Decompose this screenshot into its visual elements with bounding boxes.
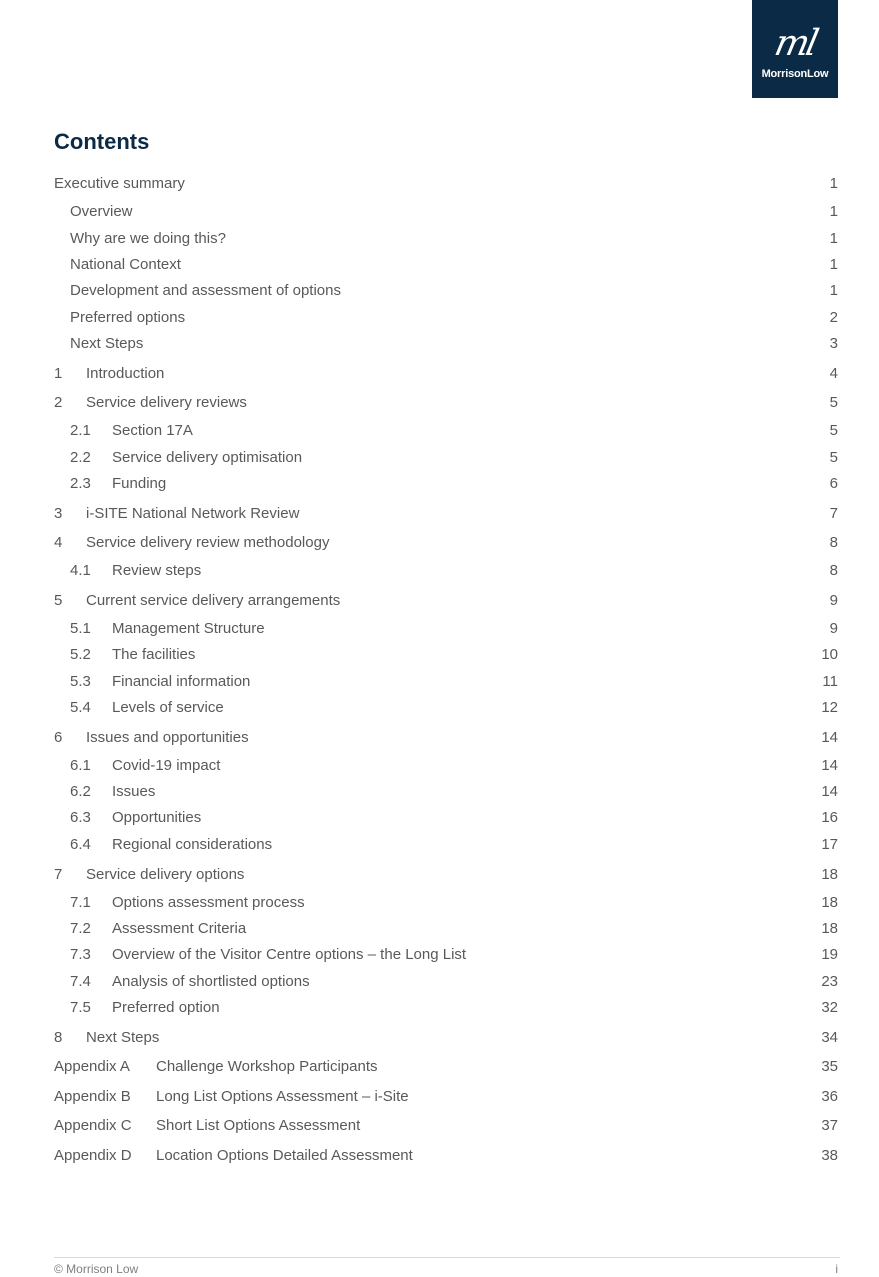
toc-entry-page: 11 xyxy=(822,673,838,690)
toc-entry[interactable] xyxy=(54,334,838,354)
toc-entry[interactable] xyxy=(54,281,838,301)
toc-entry-page: 2 xyxy=(829,309,838,326)
toc-entry-label: Preferred option xyxy=(112,999,220,1016)
toc-entry-number: 2.3 xyxy=(70,475,91,492)
toc-entry-number: 7.4 xyxy=(70,973,91,990)
footer-copyright: © Morrison Low xyxy=(54,1262,139,1276)
toc-entry-label: Service delivery review methodology xyxy=(86,534,330,551)
toc-entry-page: 3 xyxy=(829,335,838,352)
toc-entry[interactable] xyxy=(54,808,838,828)
toc-entry[interactable] xyxy=(54,998,838,1018)
toc-entry-page: 14 xyxy=(821,729,838,746)
toc-entry-page: 5 xyxy=(829,449,838,466)
toc-entry[interactable] xyxy=(54,1087,838,1107)
toc-entry-label: Opportunities xyxy=(112,809,202,826)
toc-entry-label: Next Steps xyxy=(86,1029,160,1046)
toc-entry-label: The facilities xyxy=(112,646,196,663)
toc-entry-label: i-SITE National Network Review xyxy=(86,505,300,522)
logo-text: MorrisonLow xyxy=(761,68,829,80)
toc-entry-page: 1 xyxy=(829,256,838,273)
toc-entry-label: Review steps xyxy=(112,562,202,579)
toc-entry-page: 12 xyxy=(821,699,838,716)
toc-entry[interactable] xyxy=(54,782,838,802)
toc-entry-page: 17 xyxy=(821,836,838,853)
toc-entry[interactable] xyxy=(54,1116,838,1136)
toc-entry-page: 14 xyxy=(821,757,838,774)
toc-entry-number: 7.3 xyxy=(70,946,91,963)
toc-entry[interactable] xyxy=(54,591,838,611)
toc-entry-label: Analysis of shortlisted options xyxy=(112,973,310,990)
toc-entry-number: Appendix D xyxy=(54,1147,132,1164)
toc-entry-label: Assessment Criteria xyxy=(112,920,247,937)
toc-entry-number: 7.5 xyxy=(70,999,91,1016)
toc-entry-number: 3 xyxy=(54,505,63,522)
toc-entry-page: 10 xyxy=(821,646,838,663)
toc-entry[interactable] xyxy=(54,919,838,939)
toc-entry-number: 8 xyxy=(54,1029,63,1046)
toc-entry-page: 14 xyxy=(821,783,838,800)
toc-entry[interactable] xyxy=(54,893,838,913)
toc-entry-number: 2.2 xyxy=(70,449,91,466)
toc-entry-label: Preferred options xyxy=(70,309,186,326)
morrisonlow-logo xyxy=(752,0,838,98)
toc-entry-page: 19 xyxy=(821,946,838,963)
toc-entry-number: 5.3 xyxy=(70,673,91,690)
toc-entry-number: 6.3 xyxy=(70,809,91,826)
toc-entry-number: 5.4 xyxy=(70,699,91,716)
toc-entry[interactable] xyxy=(54,865,838,885)
toc-entry-page: 6 xyxy=(829,475,838,492)
footer-divider xyxy=(54,1257,840,1258)
toc-entry-label: Financial information xyxy=(112,673,251,690)
toc-entry-number: 6.4 xyxy=(70,836,91,853)
toc-entry[interactable] xyxy=(54,202,838,222)
toc-entry-page: 1 xyxy=(829,282,838,299)
toc-entry[interactable] xyxy=(54,619,838,639)
toc-entry-page: 38 xyxy=(821,1147,838,1164)
toc-entry[interactable] xyxy=(54,1028,838,1048)
toc-entry-label: Service delivery options xyxy=(86,866,245,883)
toc-entry-number: Appendix C xyxy=(54,1117,132,1134)
toc-entry-label: Covid-19 impact xyxy=(112,757,221,774)
toc-entry-label: Development and assessment of options xyxy=(70,282,341,299)
toc-entry[interactable] xyxy=(54,756,838,776)
toc-entry-label: Service delivery reviews xyxy=(86,394,247,411)
toc-entry-page: 18 xyxy=(821,866,838,883)
toc-entry-page: 1 xyxy=(829,230,838,247)
toc-entry-label: Section 17A xyxy=(112,422,193,439)
toc-entry-number: 7 xyxy=(54,866,63,883)
toc-entry[interactable] xyxy=(54,835,838,855)
toc-entry[interactable] xyxy=(54,561,838,581)
toc-entry[interactable] xyxy=(54,972,838,992)
toc-entry-number: Appendix A xyxy=(54,1058,130,1075)
toc-entry-label: Why are we doing this? xyxy=(70,230,226,247)
toc-entry-page: 1 xyxy=(829,203,838,220)
toc-entry-label: Service delivery optimisation xyxy=(112,449,303,466)
toc-entry-number: 6.1 xyxy=(70,757,91,774)
toc-entry-page: 9 xyxy=(829,620,838,637)
toc-entry[interactable] xyxy=(54,229,838,249)
toc-entry-page: 8 xyxy=(829,534,838,551)
toc-entry-number: 4 xyxy=(54,534,63,551)
toc-entry-label: Overview of the Visitor Centre options – the Long List xyxy=(112,946,467,963)
toc-entry-number: 6.2 xyxy=(70,783,91,800)
toc-entry-number: 5.2 xyxy=(70,646,91,663)
toc-entry[interactable] xyxy=(54,474,838,494)
toc-entry-label: Next Steps xyxy=(70,335,144,352)
toc-entry-page: 16 xyxy=(821,809,838,826)
toc-entry-label: Regional considerations xyxy=(112,836,273,853)
toc-entry[interactable] xyxy=(54,255,838,275)
toc-entry-page: 9 xyxy=(829,592,838,609)
toc-entry[interactable] xyxy=(54,308,838,328)
toc-entry-page: 7 xyxy=(829,505,838,522)
toc-entry-page: 4 xyxy=(829,365,838,382)
toc-entry-label: Current service delivery arrangements xyxy=(86,592,341,609)
toc-entry-number: 4.1 xyxy=(70,562,91,579)
toc-entry-page: 37 xyxy=(821,1117,838,1134)
toc-entry-number: 5 xyxy=(54,592,63,609)
toc-entry-number: 1 xyxy=(54,365,63,382)
toc-entry-label: Management Structure xyxy=(112,620,265,637)
logo-mark: ml xyxy=(770,23,820,64)
toc-entry-label: Overview xyxy=(70,203,133,220)
toc-entry-label: Challenge Workshop Participants xyxy=(156,1058,378,1075)
toc-entry[interactable] xyxy=(54,1146,838,1166)
toc-entry-page: 18 xyxy=(821,920,838,937)
toc-entry-number: 7.1 xyxy=(70,894,91,911)
page-title: Contents xyxy=(54,129,150,154)
toc-entry[interactable] xyxy=(54,533,838,553)
toc-entry-page: 32 xyxy=(821,999,838,1016)
toc-entry-label: Short List Options Assessment xyxy=(156,1117,361,1134)
toc-entry-page: 18 xyxy=(821,894,838,911)
toc-entry[interactable] xyxy=(54,504,838,524)
toc-entry-label: Introduction xyxy=(86,365,165,382)
toc-entry[interactable] xyxy=(54,645,838,665)
toc-entry-label: Issues xyxy=(112,783,156,800)
toc-entry-number: 2.1 xyxy=(70,422,91,439)
toc-entry-label: Levels of service xyxy=(112,699,224,716)
toc-entry-label: Location Options Detailed Assessment xyxy=(156,1147,413,1164)
toc-entry-label: Options assessment process xyxy=(112,894,305,911)
toc-entry[interactable] xyxy=(54,421,838,441)
toc-entry-number: 7.2 xyxy=(70,920,91,937)
toc-entry-number: 2 xyxy=(54,394,63,411)
toc-entry[interactable] xyxy=(54,698,838,718)
toc-entry-label: National Context xyxy=(70,256,181,273)
toc-entry[interactable] xyxy=(54,1057,838,1077)
toc-entry[interactable] xyxy=(54,448,838,468)
toc-entry-page: 36 xyxy=(821,1088,838,1105)
toc-entry-label: Executive summary xyxy=(54,175,185,192)
toc-entry[interactable] xyxy=(54,393,838,413)
toc-entry-number: Appendix B xyxy=(54,1088,131,1105)
toc-entry[interactable] xyxy=(54,364,838,384)
toc-entry[interactable] xyxy=(54,174,838,194)
footer-page-number: i xyxy=(835,1262,838,1276)
toc-entry-number: 6 xyxy=(54,729,63,746)
toc-entry-page: 1 xyxy=(829,175,838,192)
toc-entry-page: 5 xyxy=(829,394,838,411)
toc-entry[interactable] xyxy=(54,672,838,692)
toc-entry-page: 8 xyxy=(829,562,838,579)
toc-entry-page: 5 xyxy=(829,422,838,439)
toc-entry[interactable] xyxy=(54,728,838,748)
toc-entry-label: Funding xyxy=(112,475,167,492)
toc-entry-page: 34 xyxy=(821,1029,838,1046)
toc-entry-page: 35 xyxy=(821,1058,838,1075)
toc-entry-label: Issues and opportunities xyxy=(86,729,249,746)
toc-entry[interactable] xyxy=(54,945,838,965)
toc-entry-page: 23 xyxy=(821,973,838,990)
toc-entry-number: 5.1 xyxy=(70,620,91,637)
toc-entry-label: Long List Options Assessment – i-Site xyxy=(156,1088,409,1105)
